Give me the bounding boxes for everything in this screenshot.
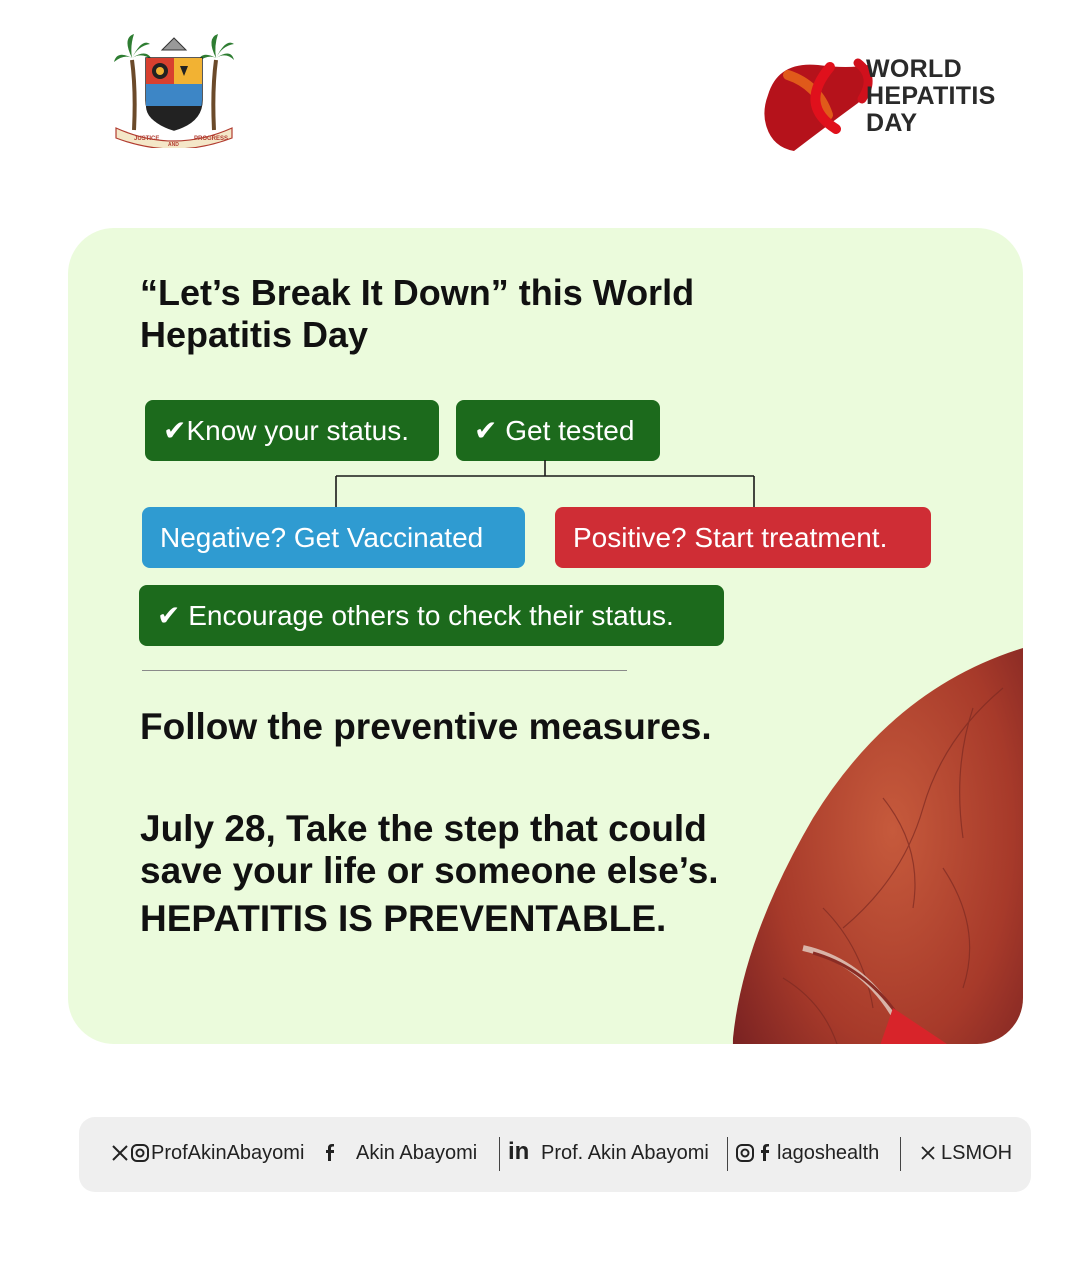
footer-separator — [900, 1137, 901, 1171]
get-tested-chip: ✔ Get tested — [456, 400, 660, 461]
positive-start-treatment-chip: Positive? Start treatment. — [555, 507, 931, 568]
footer-facebook-akin-abayomi[interactable]: Akin Abayomi — [356, 1142, 478, 1164]
world-hepatitis-day-logo-text — [866, 56, 996, 137]
crest-motto-center: AND — [168, 142, 179, 148]
know-your-status-chip: ✔Know your status. — [145, 400, 439, 461]
footer-handle-lagoshealth[interactable]: lagoshealth — [777, 1142, 880, 1164]
divider — [142, 670, 627, 671]
footer-separator — [499, 1137, 500, 1171]
footer-x-lsmoh[interactable]: LSMOH — [941, 1142, 1013, 1164]
footer-handle-profakinabayomi[interactable]: ProfAkinAbayomi — [151, 1142, 305, 1164]
x-icon — [110, 1143, 130, 1163]
hepatitis-preventable-text: HEPATITIS IS PREVENTABLE. — [140, 898, 667, 939]
headline: “Let’s Break It Down” this World Hepatitis Day — [140, 272, 695, 355]
july-28-message: July 28, Take the step that could save your life or someone else’s. — [140, 808, 719, 891]
preventive-measures-text: Follow the preventive measures. — [140, 706, 712, 747]
facebook-icon — [755, 1143, 775, 1163]
footer-linkedin-prof-akin-abayomi[interactable]: Prof. Akin Abayomi — [541, 1142, 709, 1164]
x-icon — [918, 1143, 938, 1163]
crest-motto-left: JUSTICE — [134, 136, 160, 142]
encourage-others-chip: ✔ Encourage others to check their status. — [139, 585, 724, 646]
instagram-icon — [130, 1143, 150, 1163]
footer-separator — [727, 1137, 728, 1171]
logo-line-world: WORLD — [866, 55, 962, 83]
logo-line-hepatitis: HEPATITIS — [866, 82, 996, 110]
facebook-icon — [320, 1143, 340, 1163]
lagos-state-crest — [112, 30, 236, 148]
linkedin-icon: in — [508, 1138, 530, 1165]
negative-get-vaccinated-chip: Negative? Get Vaccinated — [142, 507, 525, 568]
flow-connector-lines — [330, 460, 760, 510]
logo-line-day: DAY — [866, 109, 918, 137]
crest-motto-right: PROGRESS — [194, 136, 229, 142]
instagram-icon — [735, 1143, 755, 1163]
